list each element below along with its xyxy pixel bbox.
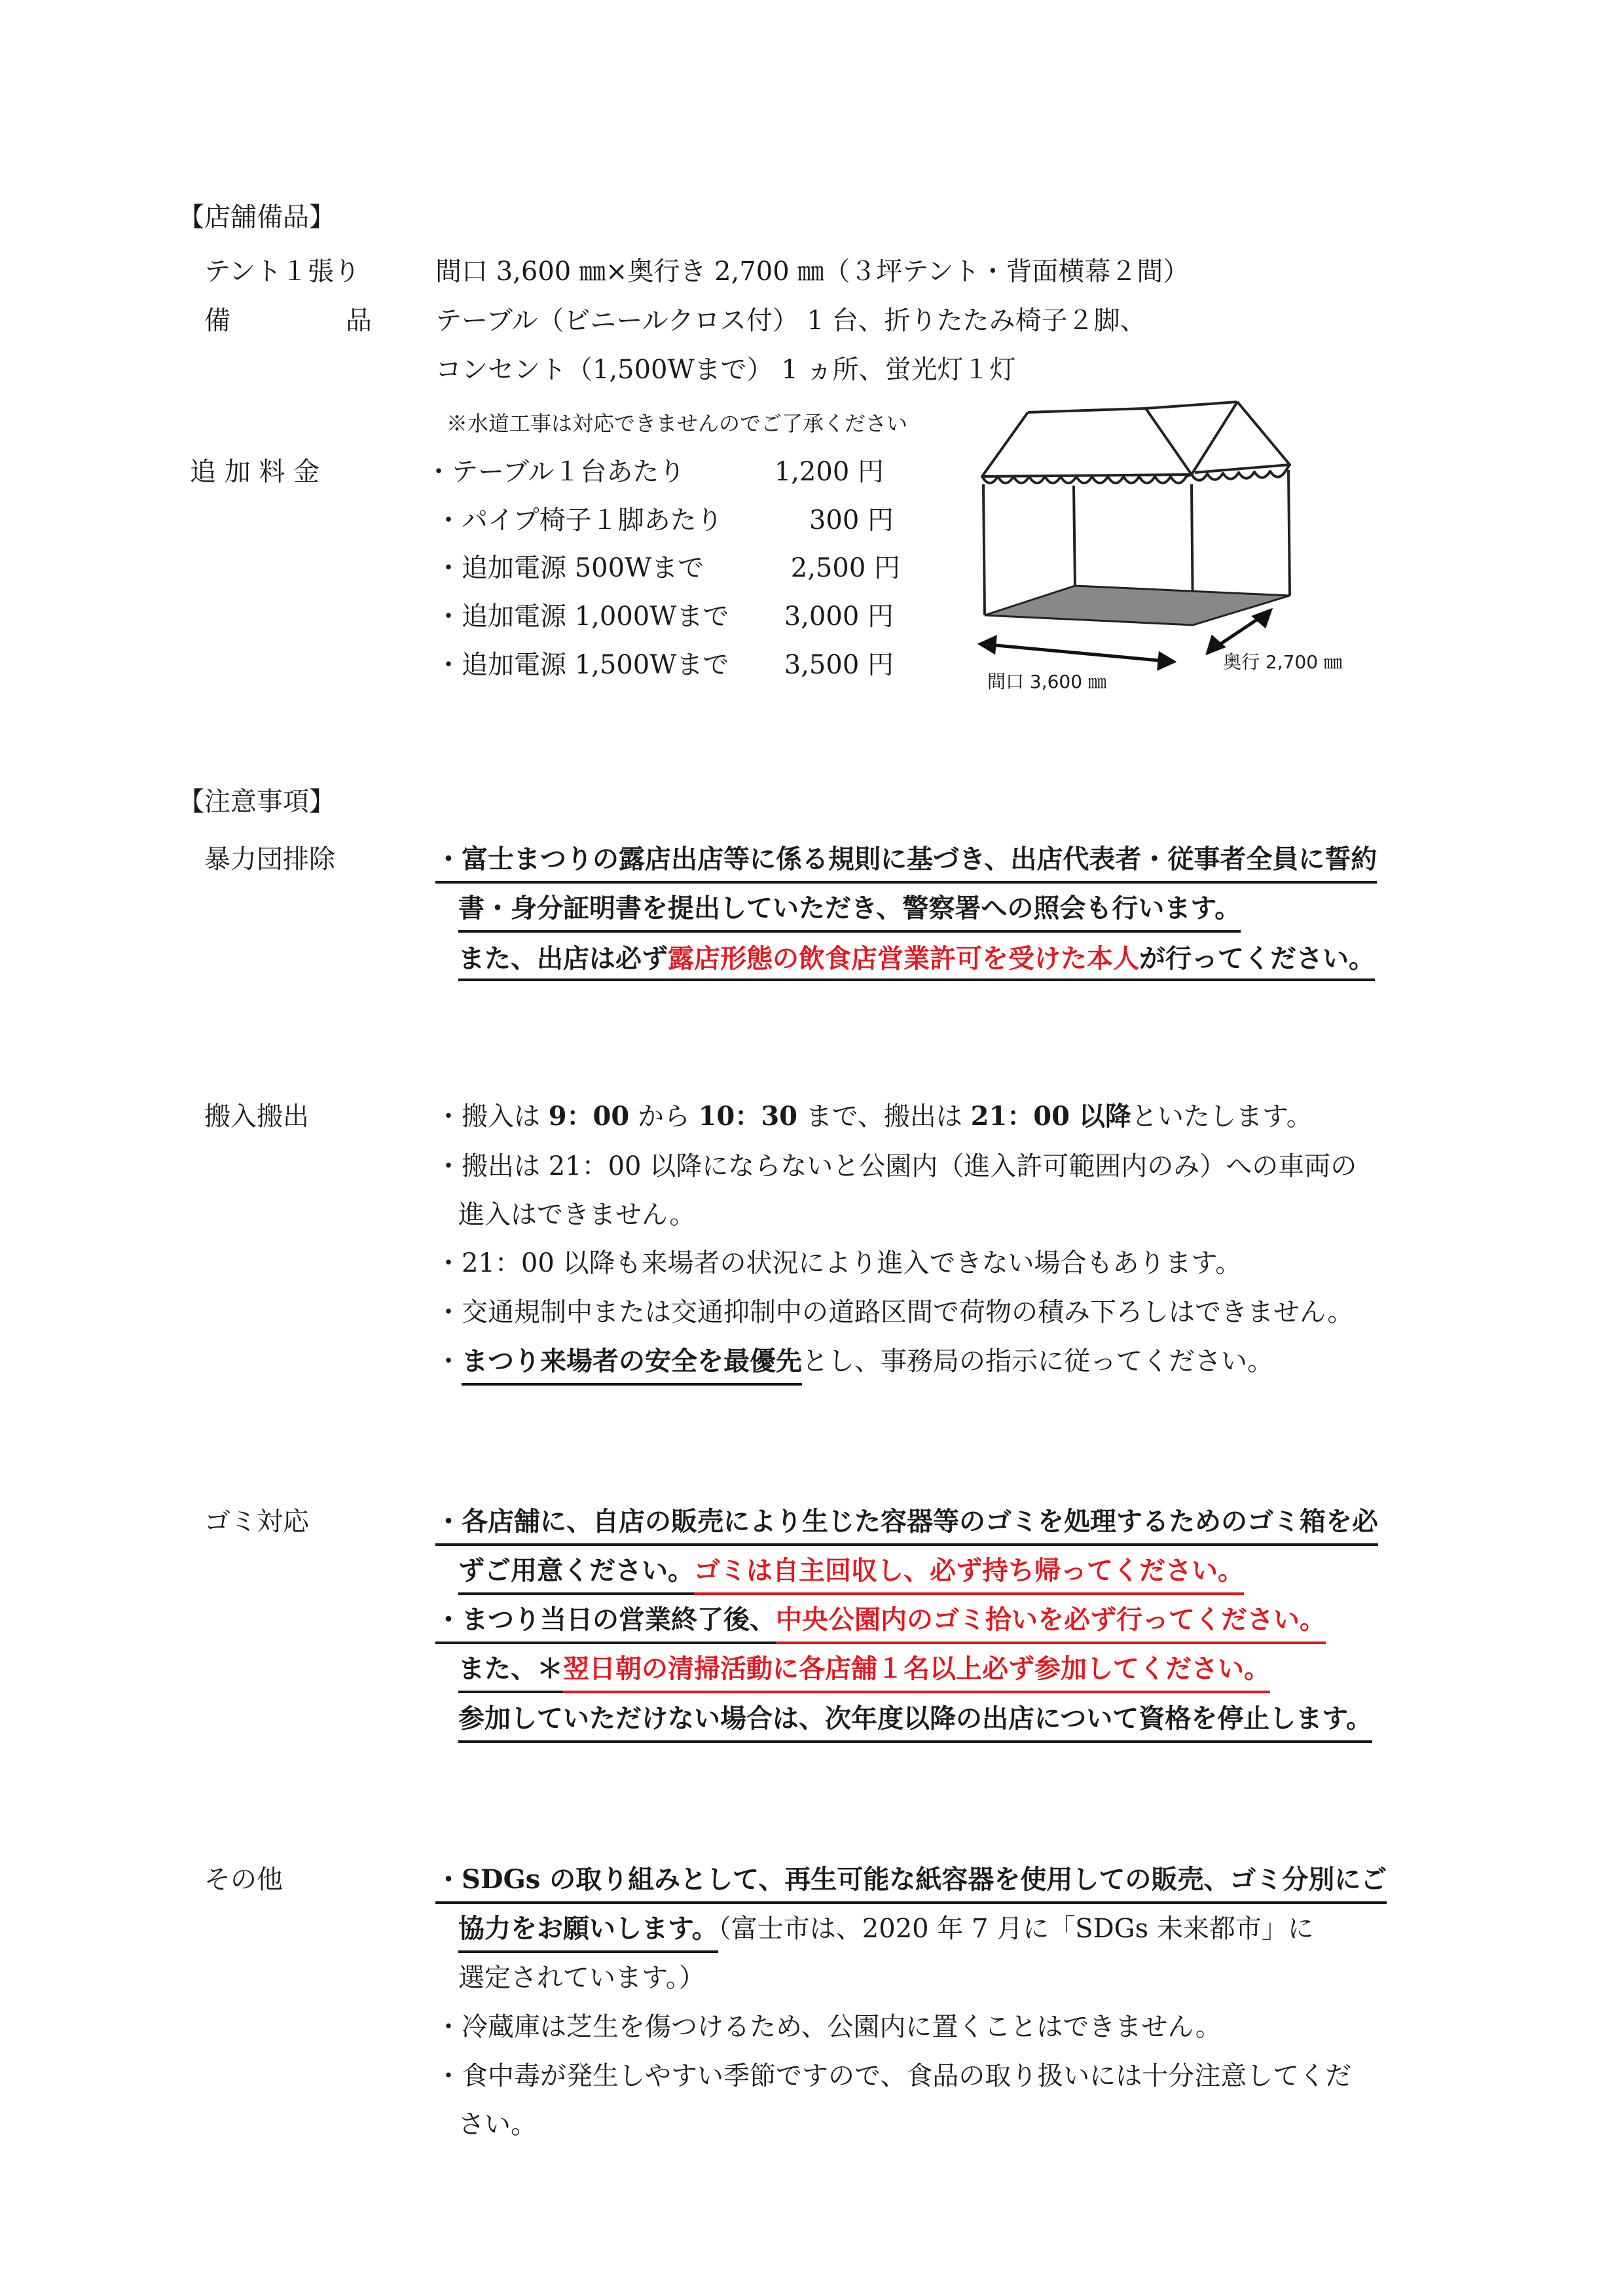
fee-price: 3,000 円 [784,601,894,632]
loading-line-1c: から [629,1102,699,1132]
fee-item: ・パイプ椅子１脚あたり [435,505,723,535]
fee-price: 3,500 円 [784,650,894,680]
violence-label: 暴力団排除 [204,844,335,874]
items-label-1: 備 [204,306,230,336]
garbage-line-1-text: ・各店舗に、自店の販売により生じた容器等のゴミを処理するためのゴミ箱を必 [435,1506,1378,1546]
other-line-6: さい。 [458,2109,537,2140]
garbage-line-5 [458,1703,1372,1734]
garbage-line-3a: ・まつり当日の営業終了後、 [435,1604,776,1644]
garbage-label: ゴミ対応 [204,1507,309,1537]
violence-line-1-text: ・富士まつりの露店出店等に係る規則に基づき、出店代表者・従事者全員に誓約 [435,844,1377,884]
fee-item: ・追加電源 1,500Wまで [435,650,729,680]
garbage-line-4b: 翌日朝の清掃活動に各店舗１名以上必ず参加してください。 [563,1653,1270,1693]
garbage-line-1 [435,1506,1378,1537]
violence-line-2-text: 書・身分証明書を提出していただき、警察署への照会も行います。 [458,893,1241,933]
fee-price: 2,500 円 [790,553,900,583]
loading-line-6c: とし、事務局の指示に従ってください。 [802,1346,1273,1376]
tent-label: テント１張り [204,257,360,287]
tent-depth-label: 奥行 2,700 ㎜ [1223,651,1342,673]
violence-line-1 [435,846,1377,872]
loading-line-1 [435,1103,1313,1130]
violence-line-3a: また、出店は必ず [458,943,668,974]
violence-line-3c: が行ってください。 [1139,943,1375,974]
other-line-4: ・冷蔵庫は芝生を傷つけるため、公園内に置くことはできません。 [435,2012,1222,2042]
fee-price: 300 円 [809,505,894,535]
loading-line-6a: ・ [435,1346,462,1376]
fee-item: ・テーブル１台あたり [426,457,685,487]
loading-line-5: ・交通規制中または交通抑制中の道路区間で荷物の積み下ろしはできません。 [435,1297,1354,1327]
garbage-line-5-text: 参加していただけない場合は、次年度以降の出店について資格を停止します。 [458,1703,1372,1743]
garbage-line-4 [458,1653,1270,1684]
notes-heading: 【注意事項】 [178,787,335,817]
other-line-1 [435,1864,1387,1895]
garbage-line-2 [458,1555,1244,1586]
equipment-heading: 【店舗備品】 [178,202,335,232]
garbage-line-3 [435,1604,1326,1635]
loading-line-6b: まつり来場者の安全を最優先 [462,1346,802,1386]
garbage-line-2b: ゴミは自主回収し、必ず持ち帰ってください。 [694,1555,1244,1595]
tent-illustration [969,399,1395,687]
other-label: その他 [204,1865,283,1895]
items-label-2: 品 [346,306,372,336]
items-line-1: テーブル（ビニールクロス付） 1 台、折りたたみ椅子２脚、 [435,306,1146,336]
loading-line-1g: といたします。 [1131,1102,1313,1132]
garbage-line-2a: ずご用意ください。 [458,1555,694,1595]
fee-price: 1,200 円 [774,457,884,487]
loading-line-4: ・21：00 以降も来場者の状況により進入できない場合もあります。 [435,1248,1242,1278]
fee-item: ・追加電源 500Wまで [435,553,704,583]
loading-time-in-start: 9：00 [548,1101,630,1132]
violence-line-3 [458,943,1375,981]
other-line-5: ・食中毒が発生しやすい季節ですので、食品の取り扱いには十分注意してくだ [435,2061,1352,2091]
tent-width-label: 間口 3,600 ㎜ [987,671,1106,692]
tent-value: 間口 3,600 ㎜×奥行き 2,700 ㎜（３坪テント・背面横幕２間） [435,257,1190,287]
loading-line-6 [435,1348,1273,1374]
violence-line-2 [458,895,1241,922]
equipment-note: ※水道工事は対応できませんのでご了承ください [447,411,908,436]
loading-line-1e: まで、搬出は [797,1102,971,1132]
loading-line-1a: ・搬入は [435,1102,549,1132]
garbage-line-3b: 中央公園内のゴミ拾いを必ず行ってください。 [776,1604,1326,1644]
loading-label: 搬入搬出 [204,1102,309,1132]
other-line-2 [458,1913,1314,1944]
garbage-line-4a: また、＊ [458,1653,563,1693]
extra-fee-label: 追 加 料 金 [190,457,320,487]
other-line-1-text: ・SDGs の取り組みとして、再生可能な紙容器を使用しての販売、ゴミ分別にご [435,1864,1387,1904]
other-line-2a: 協力をお願いします。 [458,1913,718,1953]
items-line-2: コンセント（1,500Wまで） 1 ヵ所、蛍光灯１灯 [435,355,1016,385]
loading-time-in-end: 10：30 [698,1101,797,1132]
other-line-3: 選定されています。） [458,1963,705,1993]
loading-time-out: 21：00 以降 [970,1101,1131,1132]
loading-line-3: 進入はできません。 [458,1200,696,1230]
loading-line-2: ・搬出は 21：00 以降にならないと公園内（進入許可範囲内のみ）への車両の [435,1151,1357,1181]
violence-line-3b: 露店形態の飲食店営業許可を受けた本人 [668,943,1139,974]
other-line-2b: （富士市は、2020 年 7 月に「SDGs 未来都市」に [718,1914,1314,1944]
fee-item: ・追加電源 1,000Wまで [435,601,729,632]
